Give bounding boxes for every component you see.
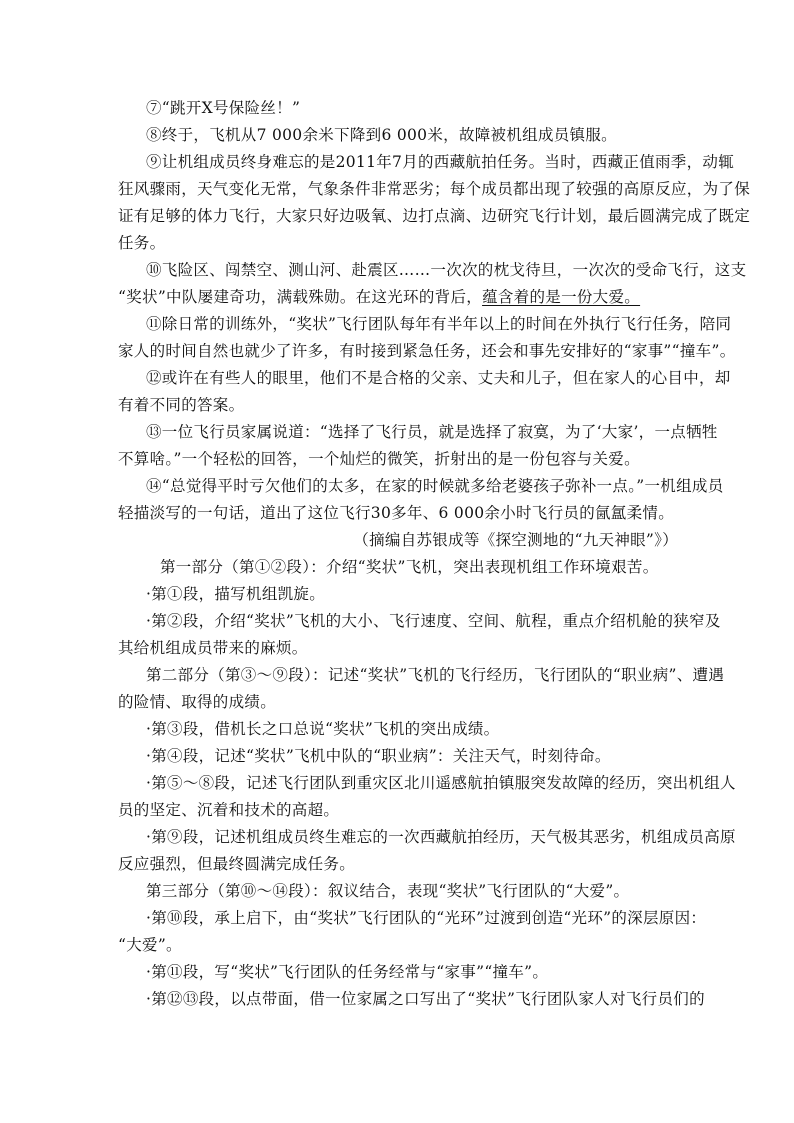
bullet-item: ·第⑪段，写“奖状”飞行团队的任务经常与“家事”“撞车”。 <box>146 963 549 981</box>
paragraph-10-text: “奖状”中队屡建奇功，满载殊勋。在这光环的背后， <box>118 288 483 306</box>
paragraph-9-line: ⑨让机组成员终身难忘的是2011年7月的西藏航拍任务。当时，西藏正值雨季，动辄 <box>146 153 735 171</box>
document-body <box>118 95 751 1013</box>
paragraph-12-line: 有着不同的答案。 <box>118 396 245 414</box>
underlined-phrase: 蕴含着的是一份大爱。 <box>482 288 641 306</box>
analysis-part-1 <box>118 554 721 662</box>
bullet-item: ·第①段，描写机组凯旋。 <box>146 585 326 603</box>
paragraph-9-line: 证有足够的体力飞行，大家只好边吸氧、边打点滴、边研究飞行计划，最后圆满完成了既定 <box>118 207 751 225</box>
paragraph-10 <box>118 257 747 311</box>
paragraph-13-line: 不算啥。”一个轻松的回答，一个灿烂的微笑，折射出的是一份包容与关爱。 <box>118 450 640 468</box>
paragraph-14 <box>118 473 724 527</box>
paragraph-13 <box>118 419 718 473</box>
part-2-heading: 第二部分（第③～⑨段）：记述“奖状”飞机的飞行经历，飞行团队的“职业病”、遭遇 <box>146 666 725 684</box>
paragraph-8: ⑧终于，飞机从7 000余米下降到6 000米，故障被机组成员镇服。 <box>146 126 617 144</box>
bullet-item: ·第⑤～⑧段，记述飞行团队到重灾区北川遥感航拍镇服突发故障的经历，突出机组人 <box>146 774 736 792</box>
paragraph-11-line: 家人的时间自然也就少了许多，有时接到紧急任务，还会和事先安排好的“家事”“撞车”。 <box>118 342 736 360</box>
bullet-item: ·第④段，记述“奖状”飞机中队的“职业病”：关注天气，时刻待命。 <box>146 747 611 765</box>
paragraph-9-line: 狂风骤雨，天气变化无常，气象条件非常恶劣；每个成员都出现了较强的高原反应，为了保 <box>118 180 751 198</box>
bullet-item-continued: 员的坚定、沉着和技术的高超。 <box>118 801 340 819</box>
paragraph-13-line: ⑬一位飞行员家属说道：“选择了飞行员，就是选择了寂寞，为了‘大家’，一点牺牲 <box>146 423 718 441</box>
paragraph-14-line: ⑭“总觉得平时亏欠他们的太多，在家的时候就多给老婆孩子弥补一点。”一机组成员 <box>146 477 724 495</box>
paragraph-11-line: ⑪除日常的训练外，“奖状”飞行团队每年有半年以上的时间在外执行飞行任务，陪同 <box>146 315 732 333</box>
bullet-item: ·第⑨段，记述机组成员终生难忘的一次西藏航拍经历，天气极其恶劣，机组成员高原 <box>146 828 736 846</box>
paragraph-10-line <box>118 284 678 311</box>
bullet-item-continued: 其给机组成员带来的麻烦。 <box>118 639 308 657</box>
bullet-item: ·第②段，介绍“奖状”飞机的大小、飞行速度、空间、航程，重点介绍机舱的狭窄及 <box>146 612 721 630</box>
paragraph-11 <box>118 311 736 365</box>
bullet-item: ·第⑩段，承上启下，由“奖状”飞行团队的“光环”过渡到创造“光环”的深层原因： <box>146 909 707 927</box>
paragraph-10-line: ⑩飞险区、闯禁空、测山河、赴震区……一次次的枕戈待旦，一次次的受命飞行，这支 <box>146 261 747 279</box>
bullet-item: ·第⑫⑬段，以点带面，借一位家属之口写出了“奖状”飞行团队家人对飞行员们的 <box>146 990 705 1008</box>
analysis-part-2 <box>118 662 736 878</box>
bullet-item-continued: 反应强烈，但最终圆满完成任务。 <box>118 855 356 873</box>
part-2-heading-continued: 的险情、取得的成绩。 <box>118 693 277 711</box>
paragraph-7: ⑦“跳开X号保险丝！” <box>146 99 301 117</box>
paragraph-12 <box>118 365 731 419</box>
bullet-item-continued: “大爱”。 <box>118 936 182 954</box>
paragraph-9-line: 任务。 <box>118 234 166 252</box>
paragraph-14-line: 轻描淡写的一句话，道出了这位飞行30多年、6 000余小时飞行员的氤氲柔情。 <box>118 504 674 522</box>
part-3-heading: 第三部分（第⑩～⑭段）：叙议结合，表现“奖状”飞行团队的“大爱”。 <box>146 882 630 900</box>
bullet-item: ·第③段，借机长之口总说“奖状”飞机的突出成绩。 <box>146 720 500 738</box>
paragraph-12-line: ⑫或许在有些人的眼里，他们不是合格的父亲、丈夫和儿子，但在家人的心目中，却 <box>146 369 731 387</box>
part-1-heading: 第一部分（第①②段）：介绍“奖状”飞机，突出表现机组工作环境艰苦。 <box>160 558 659 576</box>
source-citation: （摘编自苏银成等《探空测地的“九天神眼”》） <box>353 531 678 549</box>
paragraph-9 <box>118 149 751 257</box>
analysis-part-3 <box>118 878 707 1013</box>
